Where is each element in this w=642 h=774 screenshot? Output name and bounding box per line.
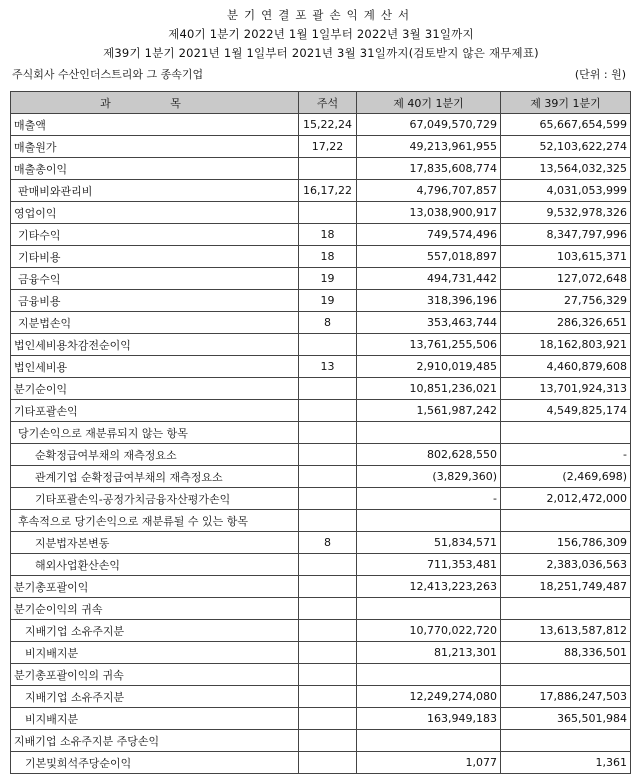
account-cell: 분기순이익 <box>11 378 299 400</box>
table-row <box>11 642 631 664</box>
account-cell: 비지배지분 <box>11 708 299 730</box>
note-cell <box>299 202 357 224</box>
current-period-amount: 163,949,183 <box>357 708 501 730</box>
current-period-amount: 51,834,571 <box>357 532 501 554</box>
note-cell: 16,17,22 <box>299 180 357 202</box>
note-cell: 13 <box>299 356 357 378</box>
account-cell: 지배기업 소유주지분 주당손익 <box>11 730 299 752</box>
income-statement-table <box>10 91 631 774</box>
table-row <box>11 620 631 642</box>
current-period-amount: 711,353,481 <box>357 554 501 576</box>
note-cell: 8 <box>299 532 357 554</box>
current-period-amount: 67,049,570,729 <box>357 114 501 136</box>
account-cell: 기타수익 <box>11 224 299 246</box>
current-period-amount: 1,561,987,242 <box>357 400 501 422</box>
account-cell: 지배기업 소유주지분 <box>11 620 299 642</box>
current-period-amount: 4,796,707,857 <box>357 180 501 202</box>
note-cell <box>299 422 357 444</box>
note-cell <box>299 642 357 664</box>
current-period-amount: 1,077 <box>357 752 501 774</box>
prior-period-amount: 156,786,309 <box>501 532 631 554</box>
prior-period-amount: 127,072,648 <box>501 268 631 290</box>
current-period-amount: 749,574,496 <box>357 224 501 246</box>
table-row <box>11 488 631 510</box>
table-row <box>11 686 631 708</box>
account-cell: 법인세비용 <box>11 356 299 378</box>
statement-title-block <box>0 6 642 63</box>
current-period-amount: (3,829,360) <box>357 466 501 488</box>
note-cell <box>299 620 357 642</box>
note-cell <box>299 334 357 356</box>
prior-period-amount <box>501 422 631 444</box>
account-cell: 기타포괄손익 <box>11 400 299 422</box>
note-cell <box>299 554 357 576</box>
header-note: 주석 <box>299 92 357 114</box>
note-cell: 19 <box>299 268 357 290</box>
prior-period-amount <box>501 664 631 686</box>
prior-period-amount: 1,361 <box>501 752 631 774</box>
prior-period-amount <box>501 510 631 532</box>
note-cell <box>299 158 357 180</box>
note-cell <box>299 686 357 708</box>
note-cell <box>299 444 357 466</box>
table-row <box>11 136 631 158</box>
currency-unit: (단위 : 원) <box>574 68 626 81</box>
account-cell: 관계기업 순확정급여부채의 재측정요소 <box>11 466 299 488</box>
note-cell: 8 <box>299 312 357 334</box>
table-row <box>11 422 631 444</box>
note-cell: 15,22,24 <box>299 114 357 136</box>
current-period-amount: 10,851,236,021 <box>357 378 501 400</box>
prior-period-amount: 13,613,587,812 <box>501 620 631 642</box>
table-row <box>11 158 631 180</box>
current-period-amount: - <box>357 488 501 510</box>
current-period-amount: 12,413,223,263 <box>357 576 501 598</box>
current-period-amount <box>357 510 501 532</box>
note-cell <box>299 510 357 532</box>
account-cell: 판매비와관리비 <box>11 180 299 202</box>
statement-meta-row <box>12 66 630 84</box>
account-cell: 지배기업 소유주지분 <box>11 686 299 708</box>
note-cell: 18 <box>299 246 357 268</box>
table-row <box>11 576 631 598</box>
prior-period-amount: 8,347,797,996 <box>501 224 631 246</box>
account-cell: 당기손익으로 재분류되지 않는 항목 <box>11 422 299 444</box>
table-row <box>11 708 631 730</box>
current-period-amount: 13,038,900,917 <box>357 202 501 224</box>
table-row <box>11 730 631 752</box>
current-period-amount: 81,213,301 <box>357 642 501 664</box>
account-cell: 후속적으로 당기손익으로 재분류될 수 있는 항목 <box>11 510 299 532</box>
note-cell <box>299 488 357 510</box>
current-period-amount: 318,396,196 <box>357 290 501 312</box>
note-cell <box>299 400 357 422</box>
prior-period-amount: (2,469,698) <box>501 466 631 488</box>
table-body <box>11 114 631 774</box>
prior-period-amount <box>501 730 631 752</box>
table-row <box>11 444 631 466</box>
current-period-amount: 2,910,019,485 <box>357 356 501 378</box>
prior-period-amount: 18,162,803,921 <box>501 334 631 356</box>
table-row <box>11 664 631 686</box>
table-row <box>11 378 631 400</box>
account-cell: 매출원가 <box>11 136 299 158</box>
prior-period-amount: 13,564,032,325 <box>501 158 631 180</box>
current-period-amount <box>357 730 501 752</box>
account-cell: 금융비용 <box>11 290 299 312</box>
header-current-period: 제 40기 1분기 <box>357 92 501 114</box>
account-cell: 법인세비용차감전순이익 <box>11 334 299 356</box>
account-cell: 영업이익 <box>11 202 299 224</box>
table-row <box>11 202 631 224</box>
prior-period-amount <box>501 598 631 620</box>
note-cell <box>299 466 357 488</box>
table-row <box>11 114 631 136</box>
current-period-amount: 12,249,274,080 <box>357 686 501 708</box>
table-row <box>11 466 631 488</box>
table-row <box>11 268 631 290</box>
table-row <box>11 180 631 202</box>
note-cell <box>299 378 357 400</box>
prior-period-amount: 13,701,924,313 <box>501 378 631 400</box>
account-cell: 분기순이익의 귀속 <box>11 598 299 620</box>
account-cell: 분기총포괄이익의 귀속 <box>11 664 299 686</box>
prior-period-amount: 9,532,978,326 <box>501 202 631 224</box>
prior-period-amount: 4,460,879,608 <box>501 356 631 378</box>
table-header-row <box>11 92 631 114</box>
table-row <box>11 246 631 268</box>
table-row <box>11 554 631 576</box>
prior-period-amount: 27,756,329 <box>501 290 631 312</box>
account-cell: 금융수익 <box>11 268 299 290</box>
account-cell: 지분법손익 <box>11 312 299 334</box>
prior-period-amount: 65,667,654,599 <box>501 114 631 136</box>
account-cell: 기본및희석주당순이익 <box>11 752 299 774</box>
current-period-amount: 49,213,961,955 <box>357 136 501 158</box>
statement-title: 분기연결포괄손익계산서 <box>226 8 416 22</box>
current-period-amount: 17,835,608,774 <box>357 158 501 180</box>
header-account: 과 목 <box>11 92 299 114</box>
header-prior-period: 제 39기 1분기 <box>501 92 631 114</box>
prior-period-amount: 18,251,749,487 <box>501 576 631 598</box>
prior-period-amount: 2,383,036,563 <box>501 554 631 576</box>
note-cell <box>299 598 357 620</box>
table-row <box>11 400 631 422</box>
account-cell: 기타비용 <box>11 246 299 268</box>
account-cell: 순확정급여부채의 재측정요소 <box>11 444 299 466</box>
account-cell: 기타포괄손익-공정가치금융자산평가손익 <box>11 488 299 510</box>
prior-period-amount: 88,336,501 <box>501 642 631 664</box>
prior-period-label: 제39기 1분기 2021년 1월 1일부터 2021년 3월 31일까지(검토받지 않은 재무제표) <box>103 46 539 60</box>
note-cell <box>299 730 357 752</box>
prior-period-amount: 286,326,651 <box>501 312 631 334</box>
current-period-amount <box>357 422 501 444</box>
table-row <box>11 312 631 334</box>
table-row <box>11 510 631 532</box>
note-cell <box>299 708 357 730</box>
prior-period-amount: 4,031,053,999 <box>501 180 631 202</box>
prior-period-amount: 2,012,472,000 <box>501 488 631 510</box>
prior-period-amount: 4,549,825,174 <box>501 400 631 422</box>
table-row <box>11 224 631 246</box>
table-row <box>11 356 631 378</box>
current-period-amount <box>357 664 501 686</box>
account-cell: 비지배지분 <box>11 642 299 664</box>
prior-period-amount: 103,615,371 <box>501 246 631 268</box>
prior-period-amount: 17,886,247,503 <box>501 686 631 708</box>
note-cell: 19 <box>299 290 357 312</box>
current-period-amount: 353,463,744 <box>357 312 501 334</box>
note-cell <box>299 576 357 598</box>
table-row <box>11 532 631 554</box>
prior-period-amount: 52,103,622,274 <box>501 136 631 158</box>
table-row <box>11 290 631 312</box>
current-period-amount: 557,018,897 <box>357 246 501 268</box>
table-row <box>11 334 631 356</box>
prior-period-amount: - <box>501 444 631 466</box>
note-cell <box>299 752 357 774</box>
table-row <box>11 752 631 774</box>
current-period-amount: 13,761,255,506 <box>357 334 501 356</box>
note-cell: 18 <box>299 224 357 246</box>
account-cell: 분기총포괄이익 <box>11 576 299 598</box>
company-name: 주식회사 수산인더스트리와 그 종속기업 <box>12 68 204 81</box>
table-row <box>11 598 631 620</box>
account-cell: 매출총이익 <box>11 158 299 180</box>
current-period-amount: 802,628,550 <box>357 444 501 466</box>
note-cell <box>299 664 357 686</box>
account-cell: 지분법자본변동 <box>11 532 299 554</box>
account-cell: 매출액 <box>11 114 299 136</box>
current-period-amount <box>357 598 501 620</box>
account-cell: 해외사업환산손익 <box>11 554 299 576</box>
current-period-label: 제40기 1분기 2022년 1월 1일부터 2022년 3월 31일까지 <box>168 27 474 41</box>
current-period-amount: 494,731,442 <box>357 268 501 290</box>
note-cell: 17,22 <box>299 136 357 158</box>
current-period-amount: 10,770,022,720 <box>357 620 501 642</box>
prior-period-amount: 365,501,984 <box>501 708 631 730</box>
